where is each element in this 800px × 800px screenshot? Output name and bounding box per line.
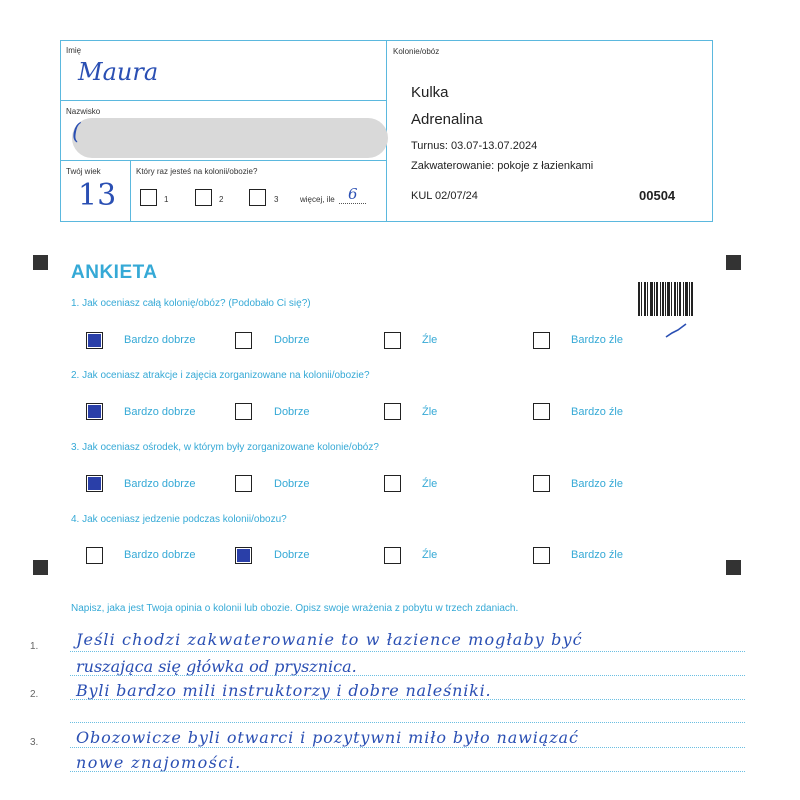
question-1: 1. Jak oceniasz całą kolonię/obóz? (Podobało Ci się?) <box>71 298 311 309</box>
answer-line <box>70 699 745 700</box>
q1-option-bardzo-zle-label: Bardzo źle <box>571 334 623 346</box>
answer-2-line-1[interactable]: Byli bardzo mili instruktorzy i dobre naleśniki. <box>76 681 492 700</box>
q4-option-dobrze-checkbox[interactable] <box>235 547 252 564</box>
kolonia-number: 00504 <box>639 188 676 203</box>
nazwisko-partial-letter: ( <box>72 120 81 145</box>
answer-3-line-2[interactable]: nowe znajomości. <box>76 753 242 772</box>
turnus-label: Turnus: <box>411 140 448 152</box>
answer-number-3: 3. <box>30 737 39 748</box>
q2-option-dobrze-label: Dobrze <box>274 406 310 418</box>
answer-3-line-1[interactable]: Obozowicze byli otwarci i pozytywni miło było nawiązać <box>76 728 579 747</box>
q2-option-bardzo-zle-checkbox[interactable] <box>533 403 550 420</box>
nazwisko-label: Nazwisko <box>66 107 101 116</box>
q4-option-zle-checkbox[interactable] <box>384 547 401 564</box>
zakwaterowanie-label: Zakwaterowanie: <box>411 160 495 172</box>
q4-option-dobrze-label: Dobrze <box>274 549 310 561</box>
q3-option-zle-label: Źle <box>422 478 438 490</box>
q4-option-bardzo-dobrze-checkbox[interactable] <box>86 547 103 564</box>
q1-option-zle-checkbox[interactable] <box>384 332 401 349</box>
q1-option-dobrze-label: Dobrze <box>274 334 310 346</box>
wiecej-value: 6 <box>348 185 358 203</box>
kolonia-code: KUL 02/07/24 <box>411 190 478 202</box>
visit-option-1-label: 1 <box>164 195 169 204</box>
nazwisko-redacted <box>72 118 388 158</box>
q2-option-bardzo-dobrze-label: Bardzo dobrze <box>124 406 196 418</box>
answer-1-line-2[interactable]: ruszająca się główka od prysznica. <box>76 657 357 676</box>
opinion-prompt: Napisz, jaka jest Twoja opinia o kolonii lub obozie. Opisz swoje wrażenia z pobytu w trzech zdaniach. <box>71 603 519 614</box>
q3-option-bardzo-dobrze-label: Bardzo dobrze <box>124 478 196 490</box>
question-3: 3. Jak oceniasz ośrodek, w którym były zorganizowane kolonie/obóz? <box>71 442 379 453</box>
wiek-label: Twój wiek <box>66 167 101 176</box>
visit-option-2-checkbox[interactable] <box>195 189 212 206</box>
ktory-raz-label: Który raz jesteś na kolonii/obozie? <box>136 167 258 176</box>
row-divider <box>60 100 387 101</box>
turnus <box>411 140 537 152</box>
question-4: 4. Jak oceniasz jedzenie podczas kolonii/obozu? <box>71 514 287 525</box>
answer-number-1: 1. <box>30 641 39 652</box>
imie-label: Imię <box>66 46 82 55</box>
q2-option-zle-checkbox[interactable] <box>384 403 401 420</box>
zakwaterowanie-value: pokoje z łazienkami <box>497 160 594 172</box>
registration-marker <box>726 560 741 575</box>
imie-value: Maura <box>78 58 159 86</box>
wiecej-label: więcej, ile <box>300 195 335 204</box>
q2-option-dobrze-checkbox[interactable] <box>235 403 252 420</box>
q4-option-zle-label: Źle <box>422 549 438 561</box>
barcode-icon <box>638 282 693 316</box>
visit-option-3-label: 3 <box>274 195 279 204</box>
q2-option-zle-label: Źle <box>422 406 438 418</box>
kolonia-label: Kolonie/obóz <box>393 47 440 56</box>
kolonia-name: Kulka <box>411 84 449 101</box>
answer-line <box>70 651 745 652</box>
q3-option-bardzo-dobrze-checkbox[interactable] <box>86 475 103 492</box>
registration-marker <box>726 255 741 270</box>
answer-line <box>70 771 745 772</box>
answer-line <box>70 747 745 748</box>
ankieta-title: ANKIETA <box>71 262 158 283</box>
q1-option-dobrze-checkbox[interactable] <box>235 332 252 349</box>
turnus-value: 03.07-13.07.2024 <box>450 140 538 152</box>
q1-option-bardzo-dobrze-checkbox[interactable] <box>86 332 103 349</box>
wiecej-dots <box>339 203 366 204</box>
q3-option-bardzo-zle-label: Bardzo źle <box>571 478 623 490</box>
visit-option-3-checkbox[interactable] <box>249 189 266 206</box>
visit-option-1-checkbox[interactable] <box>140 189 157 206</box>
answer-number-2: 2. <box>30 689 39 700</box>
answer-line <box>70 722 745 723</box>
q3-option-dobrze-checkbox[interactable] <box>235 475 252 492</box>
q4-option-bardzo-dobrze-label: Bardzo dobrze <box>124 549 196 561</box>
pen-mark-icon <box>664 322 688 340</box>
q1-option-bardzo-zle-checkbox[interactable] <box>533 332 550 349</box>
registration-marker <box>33 255 48 270</box>
answer-line <box>70 675 745 676</box>
q2-option-bardzo-zle-label: Bardzo źle <box>571 406 623 418</box>
question-2: 2. Jak oceniasz atrakcje i zajęcia zorganizowane na kolonii/obozie? <box>71 370 370 381</box>
registration-marker <box>33 560 48 575</box>
zakwaterowanie <box>411 160 593 172</box>
kolonia-program: Adrenalina <box>411 111 483 128</box>
q1-option-bardzo-dobrze-label: Bardzo dobrze <box>124 334 196 346</box>
visit-option-2-label: 2 <box>219 195 224 204</box>
wiek-value: 13 <box>78 178 117 213</box>
row-divider <box>130 160 131 221</box>
q3-option-zle-checkbox[interactable] <box>384 475 401 492</box>
q4-option-bardzo-zle-checkbox[interactable] <box>533 547 550 564</box>
q2-option-bardzo-dobrze-checkbox[interactable] <box>86 403 103 420</box>
row-divider <box>60 160 387 161</box>
q3-option-dobrze-label: Dobrze <box>274 478 310 490</box>
q1-option-zle-label: Źle <box>422 334 438 346</box>
answer-1-line-1[interactable]: Jeśli chodzi zakwaterowanie to w łazience mogłaby być <box>76 630 583 649</box>
q4-option-bardzo-zle-label: Bardzo źle <box>571 549 623 561</box>
q3-option-bardzo-zle-checkbox[interactable] <box>533 475 550 492</box>
